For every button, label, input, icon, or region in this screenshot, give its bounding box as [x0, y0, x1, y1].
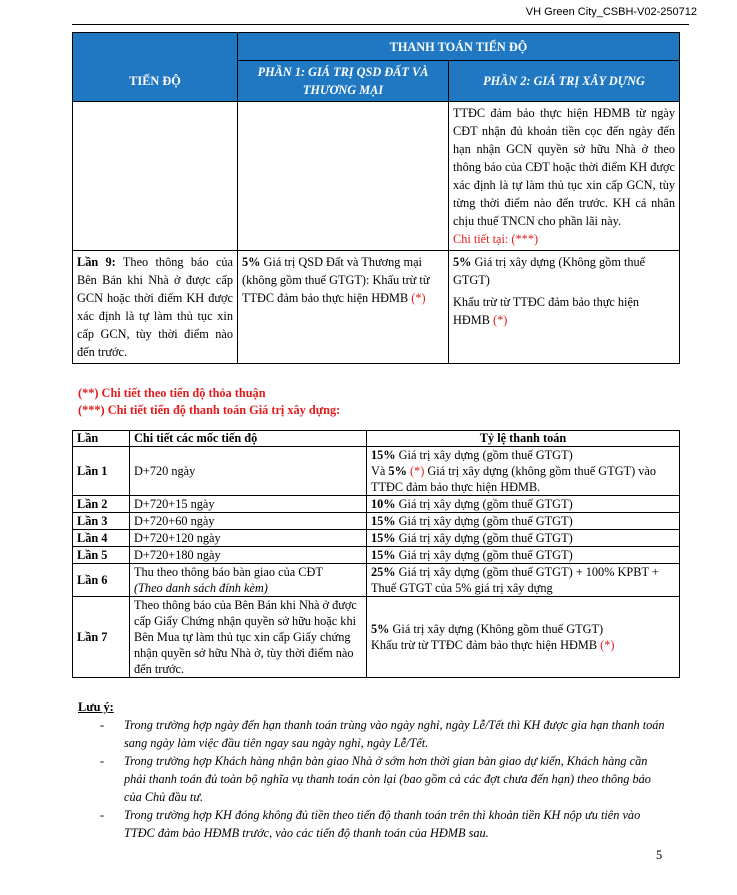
milestone-note: (Theo danh sách đính kèm) [134, 581, 268, 595]
rate-pct: 15% [371, 514, 396, 528]
rate-text: Giá trị xây dựng (gồm thuế GTGT) + 100% KPBT + Thuế GTGT của 5% giá trị xây dựng [371, 565, 659, 595]
row9-label: Lần 9: [77, 255, 116, 269]
schedule-title: THANH TOÁN TIẾN ĐỘ [238, 33, 680, 61]
row9-p2-text2: Khấu trừ từ TTĐC đảm bảo thực hiện HĐMB [453, 295, 640, 327]
document-code: VH Green City_CSBH-V02-250712 [525, 6, 697, 18]
rate-extra-text: Giá trị xây dựng (không gồm thuế GTGT) vào TTĐC đảm bảo thực hiện HĐMB. [371, 464, 657, 494]
rate [367, 564, 680, 597]
rate-text: Giá trị xây dựng (gồm thuế GTGT) [398, 448, 573, 462]
note-1: (**) Chi tiết theo tiến độ thỏa thuận [78, 386, 266, 400]
rate-text: Giá trị xây dựng (Không gồm thuế GTGT) [392, 622, 604, 636]
installment-label: Lần 4 [73, 530, 130, 547]
milestone [130, 564, 367, 597]
installment-label: Lần 5 [73, 547, 130, 564]
remark-item: - Trong trường hợp Khách hàng nhận bàn giao Nhà ở sớm hơn thời gian bàn giao dự kiến, Khách hàng cần phải thanh toán đủ toàn bộ nghĩa vụ thanh toán còn lại (bao gồm cả các đợt chưa đến hạn) theo thông báo của Chủ đầu tư. [100, 752, 670, 806]
blank-corner-cell [73, 33, 238, 61]
cont-phase1-cell [238, 102, 449, 251]
row9-p1-ref: (*) [411, 291, 426, 305]
rate-text: Giá trị xây dựng (gồm thuế GTGT) [398, 548, 573, 562]
table-row [73, 597, 680, 678]
rate-pct: 5% [371, 622, 390, 636]
header-rule [72, 24, 689, 25]
detail-label: Chi tiết tại: [453, 232, 509, 246]
rate-text: Giá trị xây dựng (gồm thuế GTGT) [398, 497, 573, 511]
table-row [73, 513, 680, 530]
rate-pct: 25% [371, 565, 396, 579]
rate-text: Giá trị xây dựng (gồm thuế GTGT) [398, 531, 573, 545]
milestone-text: Thu theo thông báo bàn giao của CĐT [134, 565, 323, 579]
row9-progress-text: Theo thông báo của Bên Bán khi Nhà ở được cấp GCN hoặc thời điểm KH được xác định là tự làm thủ tục xin cấp GCN, tùy thời điểm nào đến trước. [77, 255, 234, 359]
remark-item: - Trong trường hợp KH đóng không đủ tiền theo tiến độ thanh toán trên thì khoản tiền KH nộp ưu tiên vào TTĐC đảm bảo HĐMB trước, vào các tiến độ thanh toán của HĐMB sau. [100, 806, 670, 842]
rate-extra-prefix: Và [371, 464, 386, 478]
rate [367, 496, 680, 513]
row9-p1-pct: 5% [242, 255, 261, 269]
col-phase1-header: PHẦN 1: GIÁ TRỊ QSD ĐẤT VÀ THƯƠNG MẠI [238, 61, 449, 102]
cont-progress-cell [73, 102, 238, 251]
installment-label: Lần 7 [73, 597, 130, 678]
rate [367, 447, 680, 496]
payment-schedule-table [72, 32, 680, 364]
remarks-title: Lưu ý: [78, 700, 114, 714]
row9-phase1-cell [238, 251, 449, 364]
rate-text: Giá trị xây dựng (gồm thuế GTGT) [398, 514, 573, 528]
col-phase2-header: PHẦN 2: GIÁ TRỊ XÂY DỰNG [449, 61, 680, 102]
milestone: D+720+180 ngày [130, 547, 367, 564]
cont-phase2-cell [449, 102, 680, 251]
footnotes [78, 385, 340, 419]
installment-label: Lần 2 [73, 496, 130, 513]
col-installment-header: Lần [73, 431, 130, 447]
cont-phase2-text: TTĐC đảm bảo thực hiện HĐMB từ ngày CĐT nhận đủ khoản tiền cọc đến ngày đến hạn nhận GCN quyền sở hữu Nhà ở theo thông báo của CĐT hoặc thời điểm KH được xác định là tự làm thủ tục xin cấp GCN, tùy từng thời điểm nào đến trước. KH cá nhân chịu thuế TNCN cho phần lãi này. [453, 106, 675, 228]
rate-extra-pct: 5% [388, 464, 407, 478]
rate-extra-ref: (*) [409, 464, 425, 478]
col-milestone-header: Chi tiết các mốc tiến độ [130, 431, 367, 447]
rate-ref: (*) [600, 638, 615, 652]
table-row [73, 547, 680, 564]
rate [367, 597, 680, 678]
installment-label: Lần 3 [73, 513, 130, 530]
milestone: D+720+60 ngày [130, 513, 367, 530]
table-row [73, 447, 680, 496]
rate-pct: 15% [371, 448, 396, 462]
milestone: Theo thông báo của Bên Bán khi Nhà ở được cấp Giấy Chứng nhận quyền sở hữu hoặc khi Bên Mua tự làm thủ tục xin cấp Giấy chứng nhận quyền sở hữu Nhà ở, tùy thời điểm nào đến trước. [130, 597, 367, 678]
detail-ref: (***) [511, 232, 539, 246]
col-progress-header: TIẾN ĐỘ [73, 61, 238, 102]
row9-p1-text: Giá trị QSD Đất và Thương mại (không gồm thuế GTGT): Khấu trừ từ TTĐC đảm bảo thực hiện HĐMB [242, 255, 430, 305]
milestone: D+720+120 ngày [130, 530, 367, 547]
row9-p2-pct: 5% [453, 255, 472, 269]
row9-p2-text1: Giá trị xây dựng (Không gồm thuế GTGT) [453, 255, 646, 287]
cont-phase2-detail [453, 230, 675, 248]
rate-text-2: Khấu trừ từ TTĐC đảm bảo thực hiện HĐMB [371, 638, 598, 652]
construction-payment-table [72, 430, 680, 678]
col-rate-header: Tỷ lệ thanh toán [367, 431, 680, 447]
installment-label: Lần 1 [73, 447, 130, 496]
rate-pct: 15% [371, 548, 396, 562]
installment-label: Lần 6 [73, 564, 130, 597]
milestone: D+720 ngày [130, 447, 367, 496]
table-row [73, 496, 680, 513]
page-number: 5 [656, 848, 663, 862]
row9-phase2-cell [449, 251, 680, 364]
rate-pct: 10% [371, 497, 396, 511]
remarks-list [100, 716, 670, 842]
row9-p2-ref: (*) [492, 313, 508, 327]
table-row [73, 530, 680, 547]
remark-item: - Trong trường hợp ngày đến hạn thanh toán trùng vào ngày nghỉ, ngày Lễ/Tết thì KH được gia hạn thanh toán sang ngày làm việc đầu tiên ngay sau ngày nghỉ, ngày Lễ/Tết. [100, 716, 670, 752]
rate [367, 547, 680, 564]
row9-progress-cell [73, 251, 238, 364]
rate [367, 513, 680, 530]
note-2: (***) Chi tiết tiến độ thanh toán Giá trị xây dựng: [78, 403, 341, 417]
rate [367, 530, 680, 547]
rate-pct: 15% [371, 531, 396, 545]
table-row [73, 564, 680, 597]
milestone: D+720+15 ngày [130, 496, 367, 513]
